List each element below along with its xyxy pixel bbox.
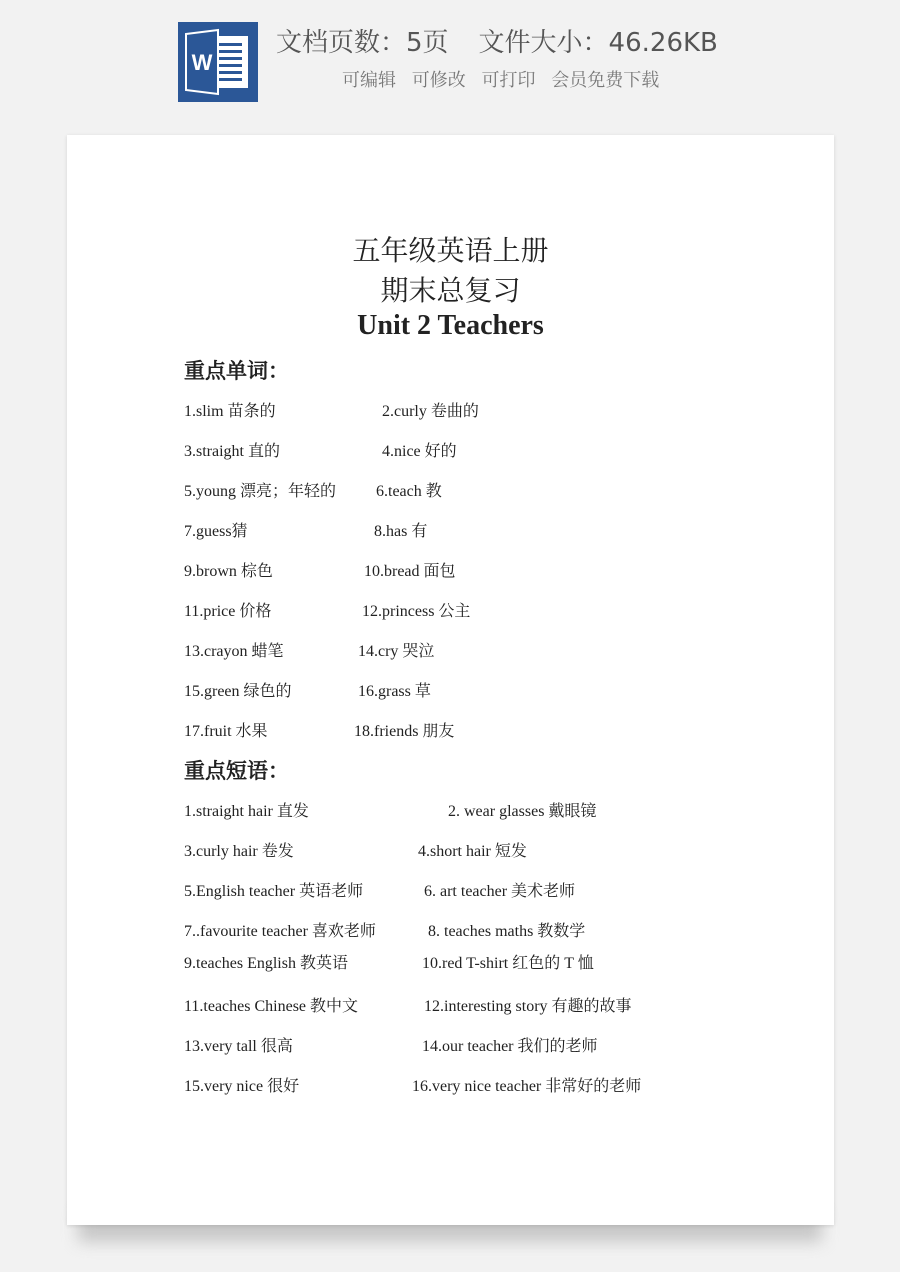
document-page: [67, 135, 834, 1225]
svg-text:W: W: [191, 50, 213, 75]
phrase-item: 10.red T-shirt 红色的 T 恤: [422, 955, 594, 972]
phrase-item: 11.teaches Chinese 教中文: [184, 998, 359, 1015]
phrase-item: 13.very tall 很高: [184, 1038, 293, 1055]
doc-unit-title: Unit 2 Teachers: [357, 310, 544, 341]
phrase-item: 6. art teacher 美术老师: [424, 883, 576, 900]
feature-member-download: 会员免费下载: [551, 70, 660, 91]
word-item: 13.crayon 蜡笔: [184, 643, 284, 660]
word-item: 8.has 有: [374, 523, 428, 540]
word-item: 16.grass 草: [358, 683, 431, 700]
word-item: 15.green 绿色的: [184, 683, 292, 700]
download-header: [0, 0, 900, 120]
word-item: 9.brown 棕色: [184, 563, 273, 580]
phrase-item: 8. teaches maths 教数学: [428, 923, 586, 940]
word-item: 11.price 价格: [184, 603, 272, 620]
phrase-item: 16.very nice teacher 非常好的老师: [412, 1078, 642, 1095]
phrase-item: 7..favourite teacher 喜欢老师: [184, 923, 376, 940]
word-item: 1.slim 苗条的: [184, 403, 276, 420]
phrase-item: 9.teaches English 教英语: [184, 955, 348, 972]
phrase-item: 14.our teacher 我们的老师: [422, 1038, 598, 1055]
phrase-item: 12.interesting story 有趣的故事: [424, 998, 632, 1015]
phrase-item: 15.very nice 很好: [184, 1078, 300, 1095]
page-count: 文档页数：5页: [276, 28, 449, 58]
phrases-heading: 重点短语：: [184, 759, 289, 783]
feature-list: [342, 66, 659, 92]
file-info: [276, 22, 718, 59]
phrase-item: 4.short hair 短发: [418, 843, 527, 860]
feature-printable: 可打印: [481, 70, 536, 91]
file-size: 文件大小：46.26KB: [478, 28, 718, 58]
word-document-icon: [178, 22, 258, 102]
word-item: 10.bread 面包: [364, 563, 456, 580]
words-heading: 重点单词：: [184, 359, 289, 383]
word-item: 7.guess猜: [184, 523, 248, 540]
phrase-item: 5.English teacher 英语老师: [184, 883, 364, 900]
doc-subtitle: 期末总复习: [380, 274, 521, 307]
word-item: 6.teach 教: [376, 483, 442, 500]
word-item: 5.young 漂亮；年轻的: [184, 483, 337, 500]
phrase-item: 2. wear glasses 戴眼镜: [448, 803, 597, 820]
feature-editable: 可编辑: [342, 70, 396, 91]
word-item: 3.straight 直的: [184, 443, 280, 460]
word-item: 2.curly 卷曲的: [382, 403, 479, 420]
word-item: 17.fruit 水果: [184, 723, 268, 740]
word-item: 14.cry 哭泣: [358, 643, 435, 660]
word-item: 4.nice 好的: [382, 443, 457, 460]
word-item: 18.friends 朋友: [354, 723, 455, 740]
phrase-item: 3.curly hair 卷发: [184, 843, 294, 860]
word-item: 12.princess 公主: [362, 603, 471, 620]
doc-title: 五年级英语上册: [352, 234, 549, 267]
phrase-item: 1.straight hair 直发: [184, 803, 309, 820]
feature-modifiable: 可修改: [411, 70, 466, 91]
